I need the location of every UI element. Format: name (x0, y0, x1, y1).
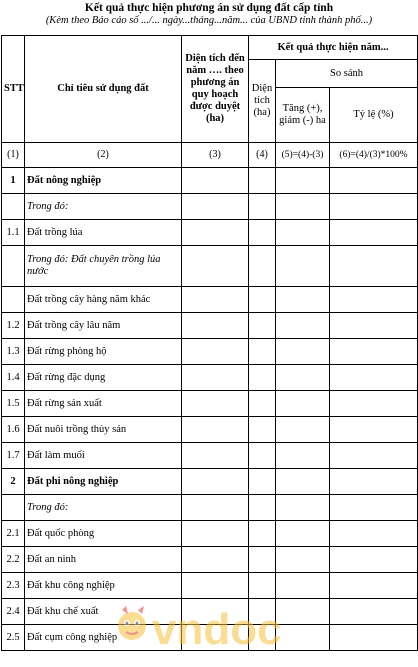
col-number: (6)=(4)/(3)*100% (330, 143, 418, 168)
header-land-use-indicator: Chỉ tiêu sử dụng đất (25, 36, 182, 143)
row-label: Đất nuôi trồng thủy sản (25, 417, 182, 443)
row-label: Đất an ninh (25, 547, 182, 573)
row-stt: 1 (2, 168, 25, 194)
row-label: Đất khu công nghiệp (25, 573, 182, 599)
row-label: Đất trồng lúa (25, 220, 182, 246)
row-stt: 1.5 (2, 391, 25, 417)
watermark-text: vndoc (152, 605, 282, 654)
row-stt (2, 495, 25, 521)
row-label: Đất trồng cây hàng năm khác (25, 287, 182, 313)
row-label: Đất nông nghiệp (25, 168, 182, 194)
table-row (2, 573, 418, 599)
header-increase-decrease: Tăng (+), giảm (-) ha (276, 88, 330, 143)
row-label: Đất làm muối (25, 443, 182, 469)
header-implementation-result: Kết quả thực hiện năm... (249, 36, 418, 60)
col-number: (4) (249, 143, 276, 168)
land-use-table (1, 35, 418, 651)
row-stt: 1.2 (2, 313, 25, 339)
row-stt: 1.7 (2, 443, 25, 469)
col-number: (2) (25, 143, 182, 168)
row-stt: 2.2 (2, 547, 25, 573)
row-stt: 1.6 (2, 417, 25, 443)
row-label: Đất khu chế xuất (25, 599, 182, 625)
table-row (2, 469, 418, 495)
row-stt: 1.4 (2, 365, 25, 391)
header-stt: STT (2, 36, 25, 143)
col-number: (1) (2, 143, 25, 168)
row-stt: 2.1 (2, 521, 25, 547)
table-row (2, 443, 418, 469)
table-row (2, 246, 418, 287)
row-stt: 1.1 (2, 220, 25, 246)
row-label: Đất cụm công nghiệp (25, 625, 182, 651)
col-number: (5)=(4)-(3) (276, 143, 330, 168)
row-stt (2, 287, 25, 313)
table-row (2, 287, 418, 313)
row-stt (2, 246, 25, 287)
table-row (2, 495, 418, 521)
row-label: Đất rừng phòng hộ (25, 339, 182, 365)
table-row (2, 521, 418, 547)
column-number-row (2, 143, 418, 168)
document-subtitle: (Kèm theo Báo cáo số .../... ngày...tháng...năm... của UBND tỉnh thành phố...) (45, 15, 373, 26)
row-label: Trong đó: (25, 495, 182, 521)
table-row (2, 339, 418, 365)
row-stt: 1.3 (2, 339, 25, 365)
row-stt: 2.3 (2, 573, 25, 599)
row-label: Đất trồng cây lâu năm (25, 313, 182, 339)
header-planned-area: Diện tích đến năm …. theo phương án quy hoạch được duyệt (ha) (182, 36, 249, 143)
row-label: Đất rừng đặc dụng (25, 365, 182, 391)
row-label: Đất quốc phòng (25, 521, 182, 547)
table-row (2, 168, 418, 194)
table-row (2, 391, 418, 417)
table-row (2, 625, 418, 651)
col-number: (3) (182, 143, 249, 168)
row-stt (2, 194, 25, 220)
header-comparison: So sánh (276, 60, 418, 88)
table-row (2, 365, 418, 391)
table-row (2, 547, 418, 573)
row-stt: 2 (2, 469, 25, 495)
table-row (2, 194, 418, 220)
row-stt: 2.5 (2, 625, 25, 651)
header-ratio: Tỷ lệ (%) (330, 88, 418, 143)
row-stt: 2.4 (2, 599, 25, 625)
row-label: Đất rừng sản xuất (25, 391, 182, 417)
row-label: Trong đó: Đất chuyên trồng lúa nước (25, 246, 182, 287)
table-row (2, 313, 418, 339)
document-title: Kết quả thực hiện phương án sử dụng đất cấp tỉnh (84, 2, 334, 14)
row-label: Đất phi nông nghiệp (25, 469, 182, 495)
table-row (2, 599, 418, 625)
table-row (2, 417, 418, 443)
header-actual-area: Diện tích (ha) (249, 60, 276, 143)
table-row (2, 220, 418, 246)
row-label: Trong đó: (25, 194, 182, 220)
